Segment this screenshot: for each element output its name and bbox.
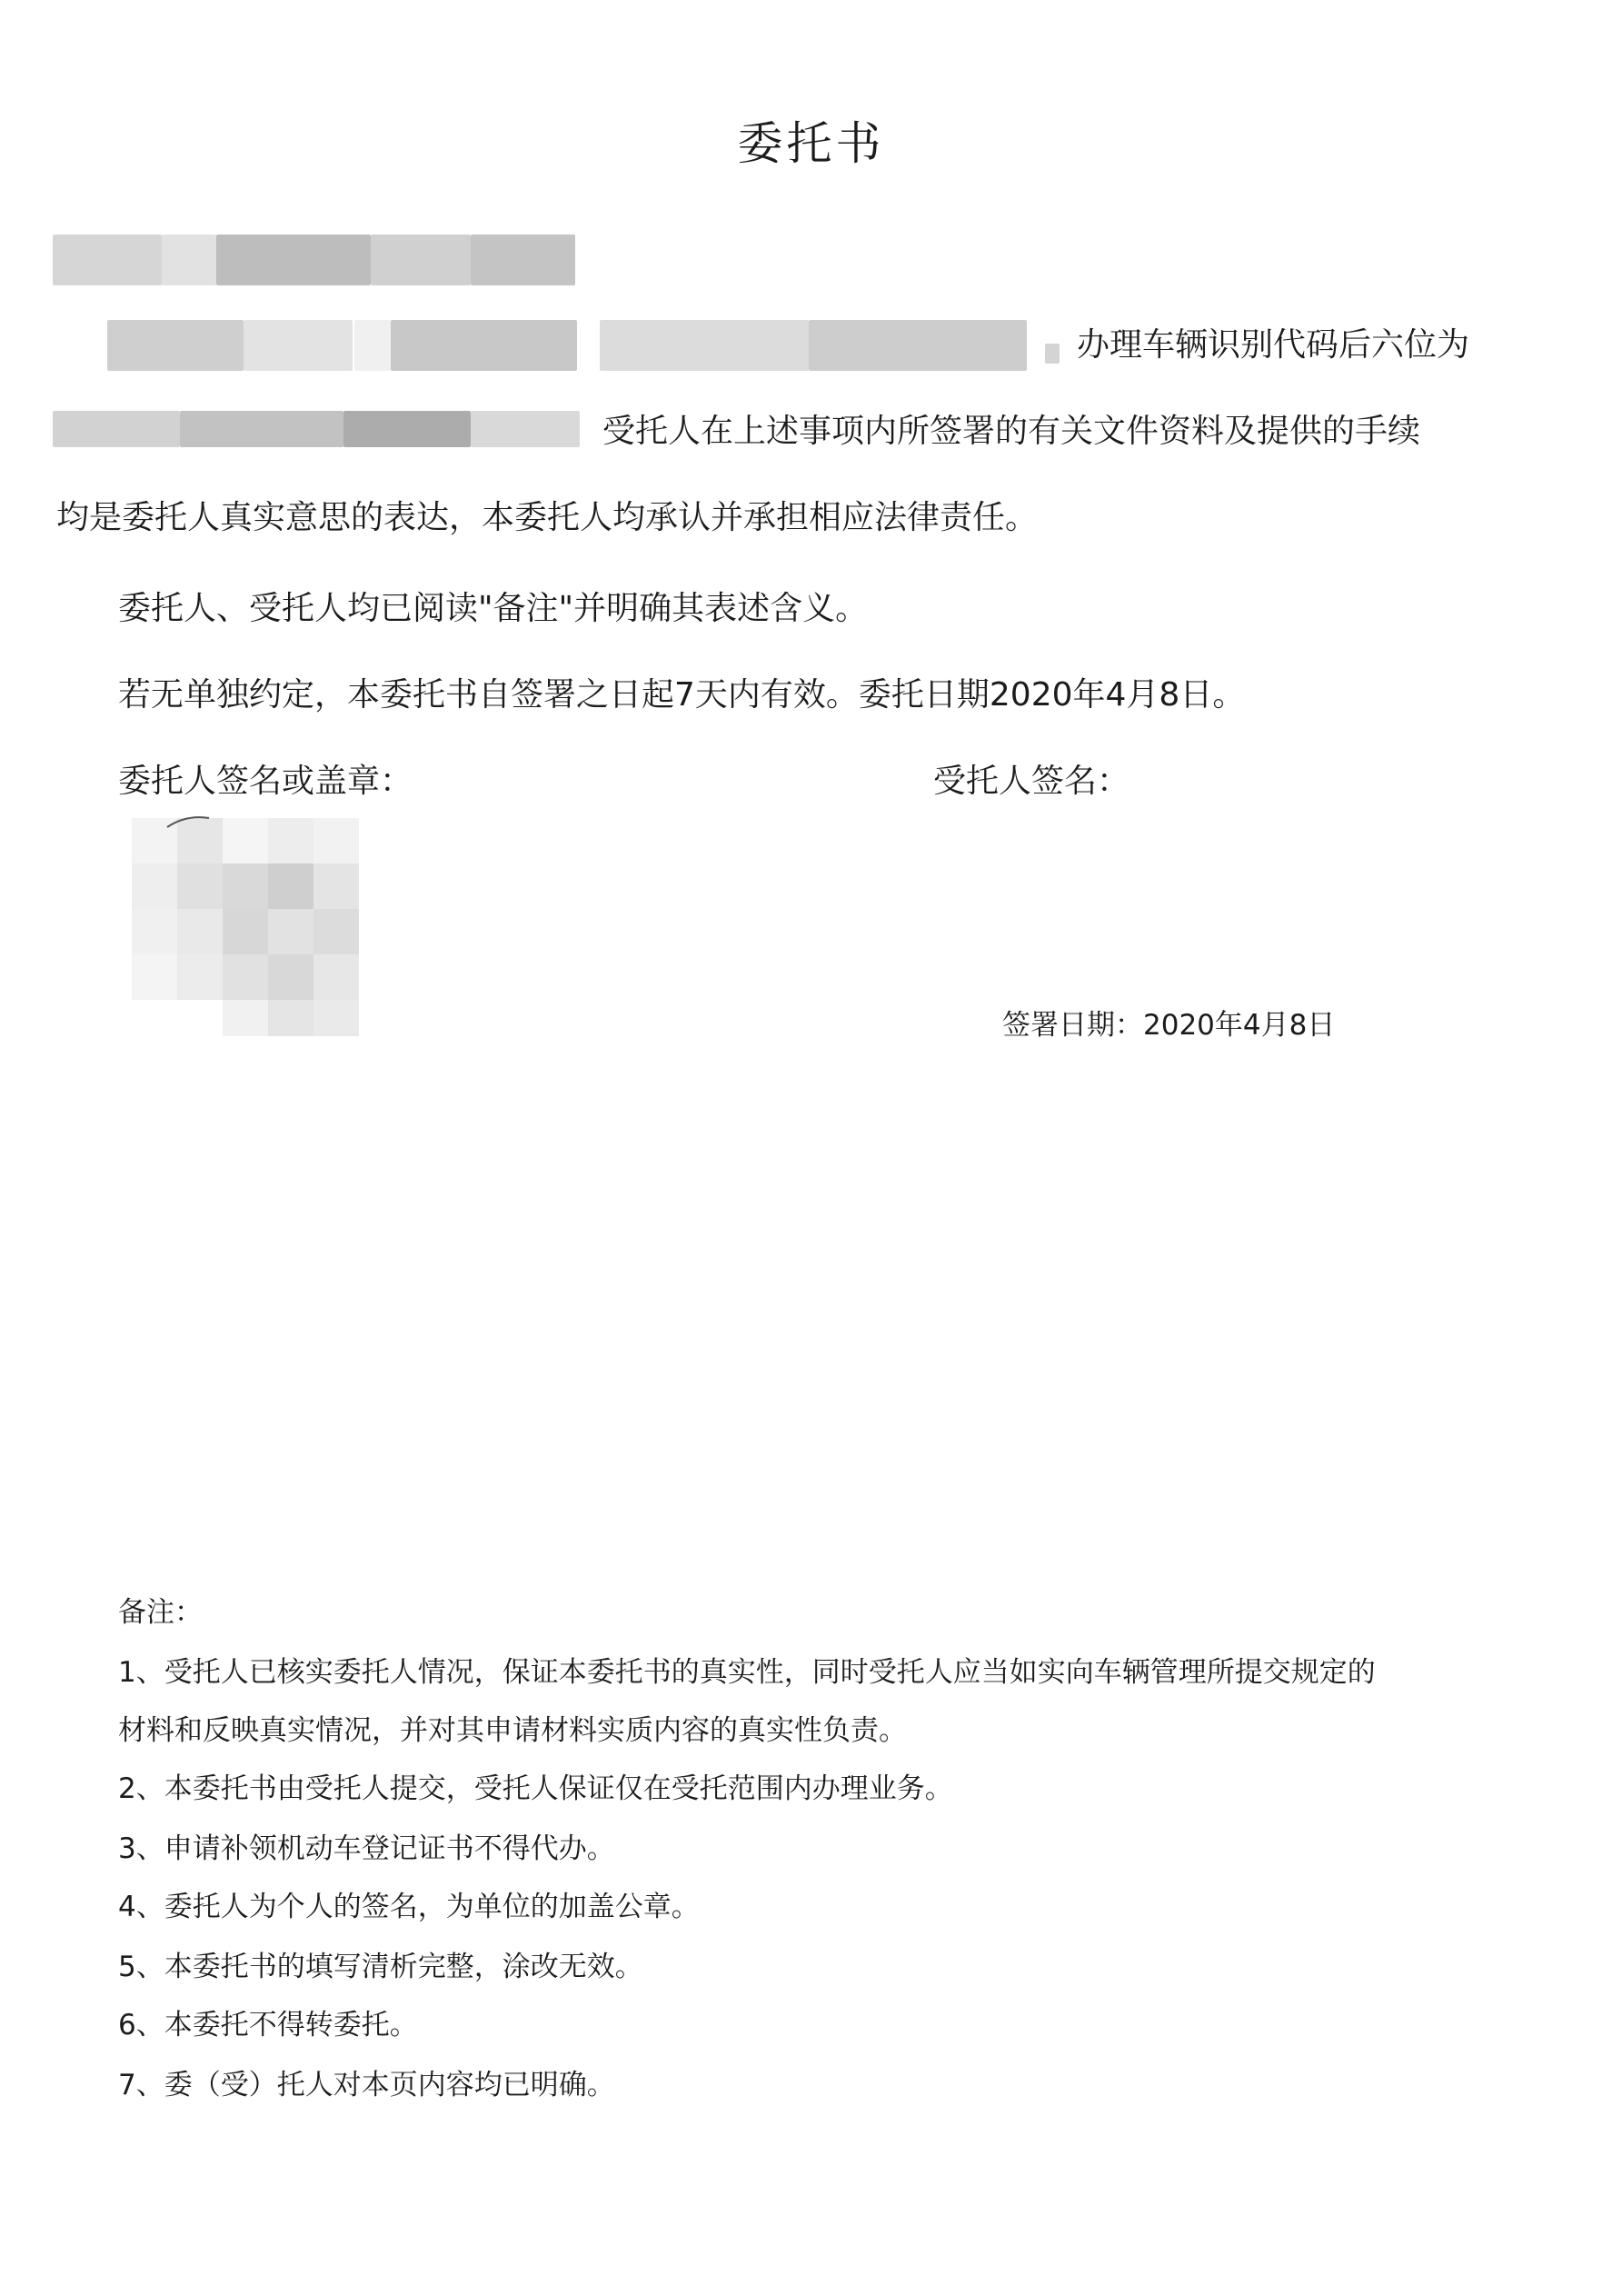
note-item-7: 7、委（受）托人对本页内容均已明确。 xyxy=(118,2069,615,2101)
body-para-read-notes: 委托人、受托人均已阅读"备注"并明确其表述含义。 xyxy=(118,590,869,627)
body-line-responsibility: 均是委托人真实意思的表达，本委托人均承认并承担相应法律责任。 xyxy=(56,499,1039,536)
body-line-vin: 办理车辆识别代码后六位为 xyxy=(1077,326,1470,364)
signature-stroke xyxy=(164,809,218,836)
body-para-validity: 若无单独约定，本委托书自签署之日起7天内有效。委托日期2020年4月8日。 xyxy=(118,676,1246,714)
note-item-3: 3、申请补领机动车登记证书不得代办。 xyxy=(118,1832,615,1865)
document-title: 委托书 xyxy=(737,117,885,170)
agent-signature-label: 受托人签名： xyxy=(933,763,1130,800)
note-item-1-continued: 材料和反映真实情况，并对其申请材料实质内容的真实性负责。 xyxy=(118,1714,907,1747)
principal-signature-label: 委托人签名或盖章： xyxy=(118,763,413,800)
note-item-6: 6、本委托不得转委托。 xyxy=(118,2009,418,2041)
body-line-documents: 受托人在上述事项内所签署的有关文件资料及提供的手续 xyxy=(602,413,1421,450)
note-item-4: 4、委托人为个人的签名，为单位的加盖公章。 xyxy=(118,1891,700,1923)
note-item-2: 2、本委托书由受托人提交，受托人保证仅在受托范围内办理业务。 xyxy=(118,1772,953,1805)
notes-heading: 备注： xyxy=(118,1596,203,1629)
signing-date: 签署日期：2020年4月8日 xyxy=(1002,1009,1336,1042)
note-item-1: 1、受托人已核实委托人情况，保证本委托书的真实性，同时受托人应当如实向车辆管理所提交规定的 xyxy=(118,1656,1376,1689)
note-item-5: 5、本委托书的填写清析完整，涂改无效。 xyxy=(118,1951,643,1983)
